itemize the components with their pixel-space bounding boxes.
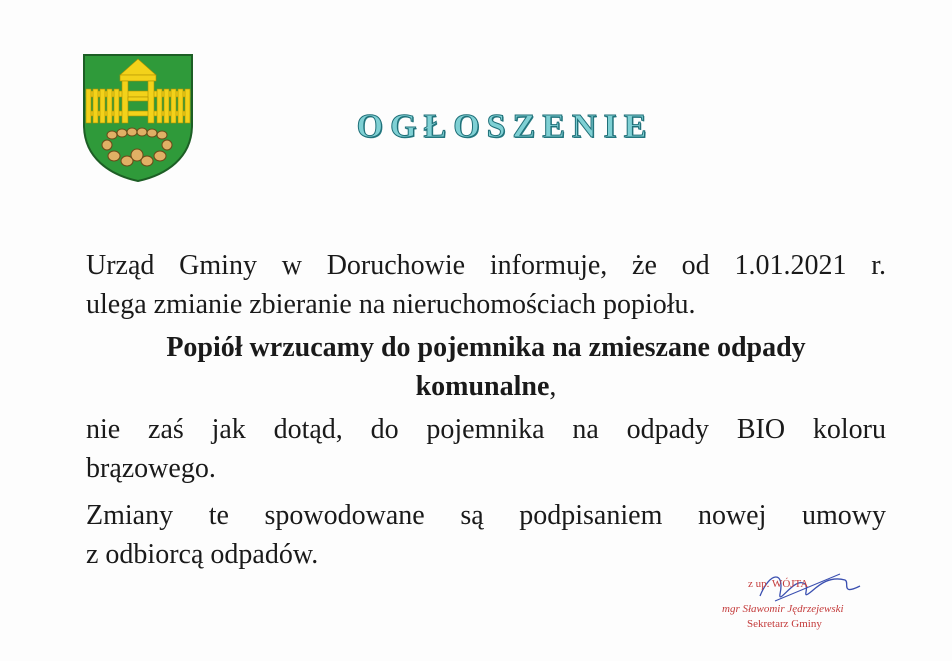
stamp-name: mgr Sławomir Jędrzejewski — [722, 603, 844, 615]
paragraph-line: Zmiany te spowodowane są podpisaniem nowej umowy — [86, 500, 886, 531]
stamp-prefix: z up. WÓJTA — [748, 578, 809, 590]
paragraph-line: nie zaś jak dotąd, do pojemnika na odpady BIO koloru — [86, 414, 886, 445]
highlighted-suffix: , — [549, 371, 557, 402]
page-title: OGŁOSZENIE — [356, 108, 654, 145]
highlighted-line: Popiół wrzucamy do pojemnika na zmieszane odpady — [166, 332, 806, 363]
announcement-body — [86, 246, 886, 574]
highlighted-word: komunalne — [415, 371, 550, 402]
paragraph-line: brązowego. — [86, 453, 216, 484]
highlighted-line-2 — [86, 367, 886, 406]
stamp-role: Sekretarz Gminy — [747, 618, 822, 630]
signature-stamp — [720, 566, 885, 636]
paragraph-line: Urząd Gminy w Doruchowie informuje, że od 1.01.2021 r. — [86, 250, 886, 281]
highlighted-notice — [86, 328, 886, 406]
paragraph-line: z odbiorcą odpadów. — [86, 539, 319, 570]
paragraph-line: ulega zmianie zbieranie na nieruchomościach popiołu. — [86, 289, 696, 320]
